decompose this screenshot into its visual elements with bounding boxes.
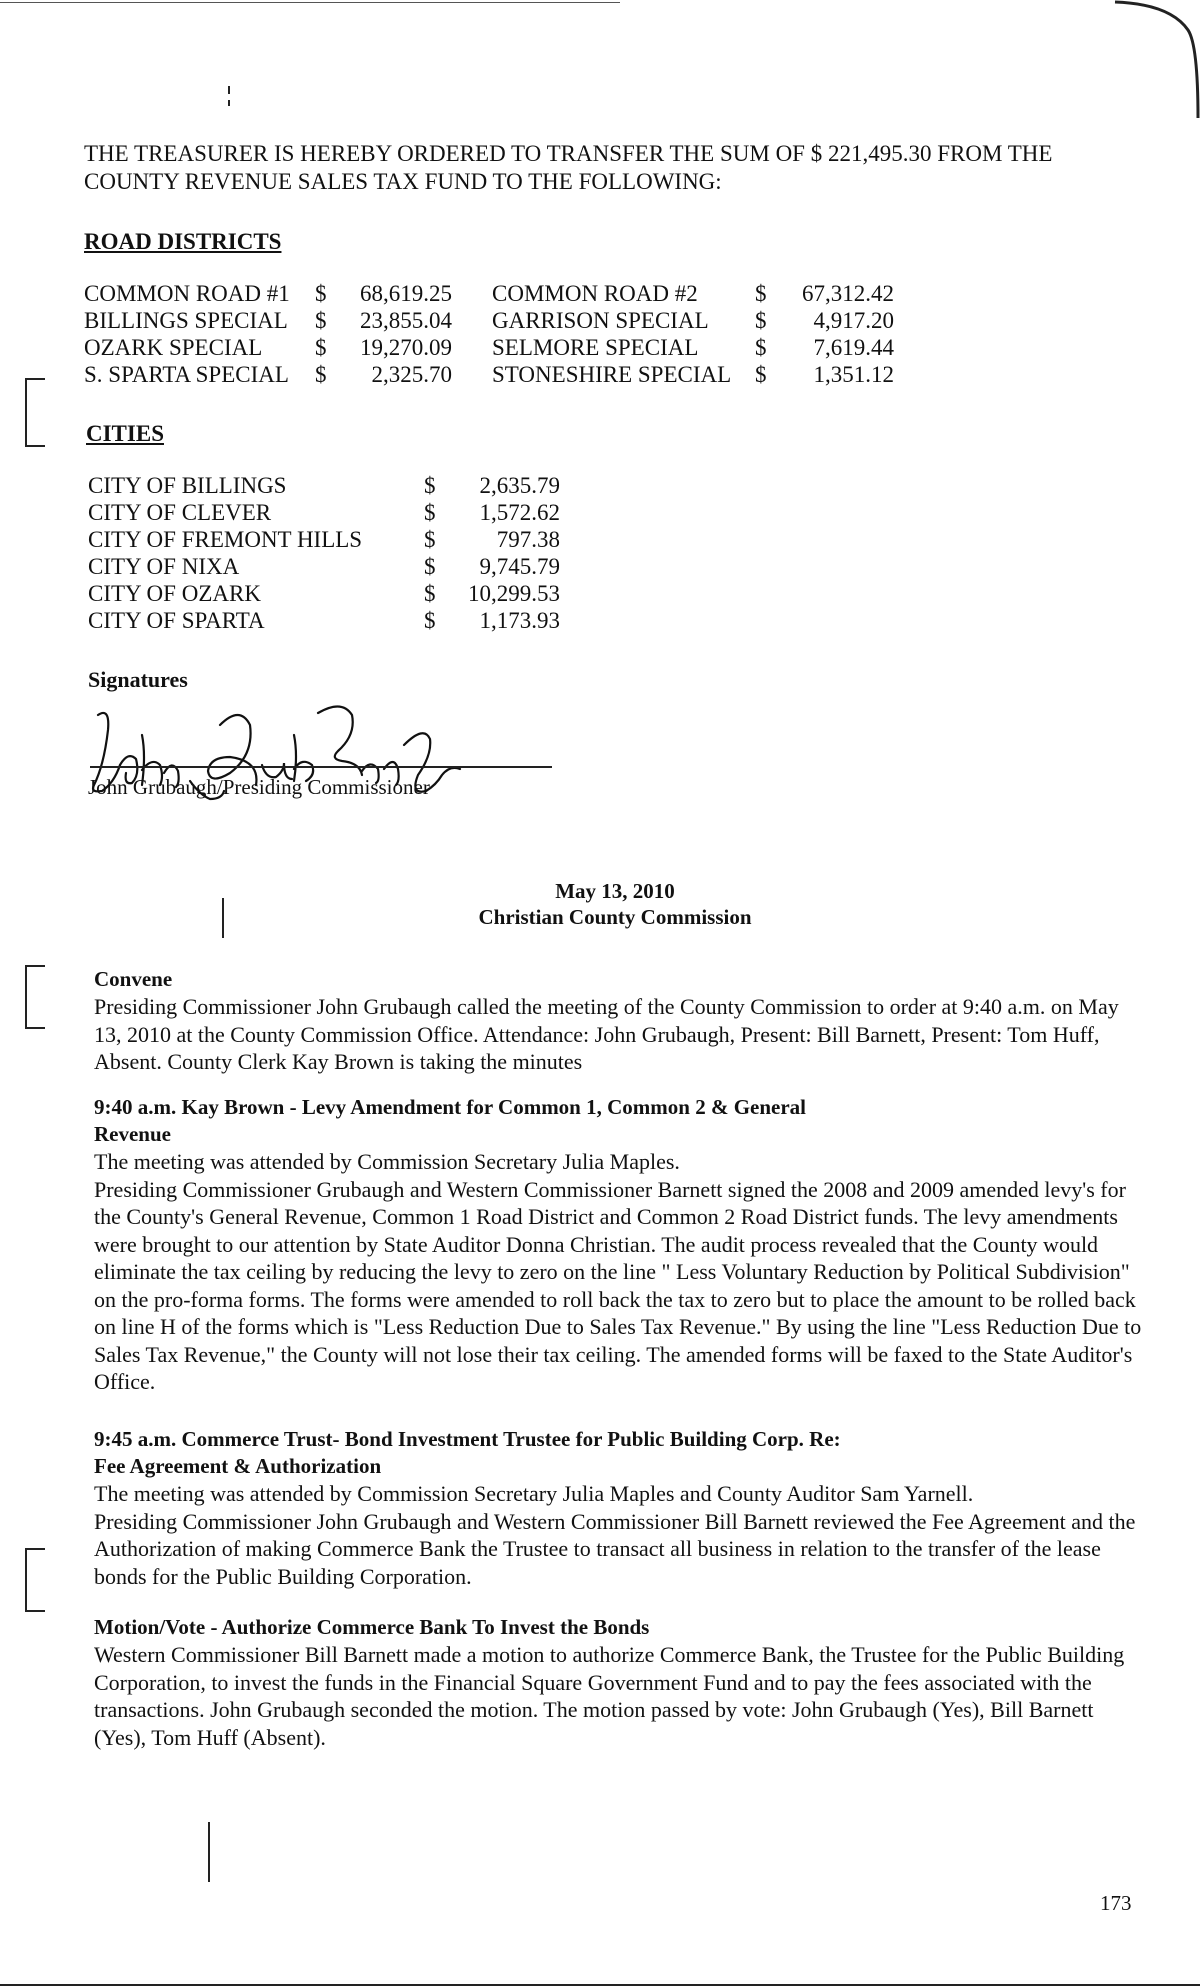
road-district-name: STONESHIRE SPECIAL — [492, 362, 732, 387]
minutes-body-title: Christian County Commission — [478, 905, 752, 929]
city-amount: 9,745.79 — [479, 554, 560, 579]
page-corner-curl — [1110, 0, 1200, 120]
dollar-sign: $ — [315, 308, 327, 333]
signature-line — [90, 766, 552, 768]
stray-mark — [228, 100, 230, 106]
road-district-name: OZARK SPECIAL — [84, 335, 263, 360]
road-district-name: COMMON ROAD #2 — [492, 281, 698, 306]
section-paragraph: The meeting was attended by Commission Secretary Julia Maples and County Auditor Sam Yarnell. — [94, 1481, 974, 1506]
section-paragraph: Presiding Commissioner John Grubaugh called the meeting of the County Commission to order at 9:40 a.m. on May 13, 2010 at the County Commission Office. Attendance: John Grubaugh, Present: Bill Barnett, Present: Tom Huff, Absent. County Clerk Kay Brown is taking the minutes — [94, 994, 1119, 1074]
road-districts-heading: ROAD DISTRICTS — [84, 229, 282, 254]
minutes-section-motion-vote — [94, 1614, 1144, 1751]
dollar-sign: $ — [424, 581, 436, 606]
minutes-date: May 13, 2010 — [555, 879, 675, 903]
road-district-name: BILLINGS SPECIAL — [84, 308, 288, 333]
section-title: Motion/Vote - Authorize Commerce Bank To Invest the Bonds — [94, 1615, 650, 1639]
dollar-sign: $ — [424, 500, 436, 525]
section-paragraph: Presiding Commissioner Grubaugh and Western Commissioner Barnett signed the 2008 and 2009 amended levy's for the County's General Revenue, Common 1 Road District and Common 2 Road District funds. The levy amendments were brought to our attention by State Auditor Donna Christian. The audit process revealed that the County would eliminate the tax ceiling by reducing the levy to zero on the line " Less Voluntary Reduction by Political Subdivision" on the pro-forma forms. The forms were amended to roll back the tax to zero but to place the amount to be rolled back on line H of the forms which is "Less Reduction Due to Sales Tax Revenue." By using the line "Less Reduction Due to Sales Tax Revenue," the County will not lose their tax ceiling. The amended forms will be faxed to the State Auditor's Office. — [94, 1176, 1142, 1394]
section-paragraph: Presiding Commissioner John Grubaugh and Western Commissioner Bill Barnett reviewed the Fee Agreement and the Authorization of making Commerce Bank the Trustee to transact all business in relation to the transfer of the lease bonds for the Public Building Corporation. — [94, 1508, 1136, 1589]
margin-bracket — [25, 965, 45, 1029]
page-number: 173 — [1100, 1891, 1132, 1915]
city-name: CITY OF FREMONT HILLS — [88, 527, 363, 552]
dollar-sign: $ — [315, 281, 327, 306]
margin-bracket — [25, 378, 45, 447]
dollar-sign: $ — [755, 362, 767, 387]
dollar-sign: $ — [315, 362, 327, 387]
road-district-name: GARRISON SPECIAL — [492, 308, 709, 333]
dollar-sign: $ — [755, 335, 767, 360]
road-district-amount: 23,855.04 — [360, 308, 452, 333]
cities-heading: CITIES — [86, 421, 164, 446]
stray-mark — [228, 86, 230, 94]
minutes-section-levy — [94, 1094, 1144, 1396]
top-edge-line — [0, 2, 620, 3]
dollar-sign: $ — [424, 527, 436, 552]
road-district-amount: 67,312.42 — [802, 281, 894, 306]
road-district-amount: 1,351.12 — [813, 362, 894, 387]
city-amount: 797.38 — [496, 527, 560, 552]
road-district-amount: 7,619.44 — [813, 335, 894, 360]
city-amount: 1,173.93 — [479, 608, 560, 633]
transfer-order-text: THE TREASURER IS HEREBY ORDERED TO TRANSFER THE SUM OF $ 221,495.30 FROM THE COUNTY REVENUE SALES TAX FUND TO THE FOLLOWING: — [84, 141, 1053, 194]
bottom-edge-line — [0, 1984, 1200, 1986]
dollar-sign: $ — [424, 473, 436, 498]
city-name: CITY OF OZARK — [88, 581, 261, 606]
road-district-amount: 19,270.09 — [360, 335, 452, 360]
section-paragraph: The meeting was attended by Commission Secretary Julia Maples. — [94, 1149, 680, 1174]
dollar-sign: $ — [755, 308, 767, 333]
dollar-sign: $ — [424, 554, 436, 579]
city-name: CITY OF BILLINGS — [88, 473, 287, 498]
margin-bracket — [25, 1548, 45, 1612]
section-title: Revenue — [94, 1122, 171, 1146]
city-name: CITY OF CLEVER — [88, 500, 272, 525]
minutes-section-convene — [94, 966, 1144, 1076]
road-district-name: SELMORE SPECIAL — [492, 335, 699, 360]
dollar-sign: $ — [755, 281, 767, 306]
section-paragraph: Western Commissioner Bill Barnett made a motion to authorize Commerce Bank, the Trustee for the Public Building Corporation, to invest the funds in the Financial Square Government Fund and to pay the fees associated with the transactions. John Grubaugh seconded the motion. The motion passed by vote: John Grubaugh (Yes), Bill Barnett (Yes), Tom Huff (Absent). — [94, 1642, 1125, 1750]
section-title: 9:40 a.m. Kay Brown - Levy Amendment for Common 1, Common 2 & General — [94, 1095, 807, 1119]
city-amount: 10,299.53 — [468, 581, 560, 606]
road-district-amount: 68,619.25 — [360, 281, 452, 306]
dollar-sign: $ — [424, 608, 436, 633]
section-title: Fee Agreement & Authorization — [94, 1454, 382, 1478]
road-district-name: S. SPARTA SPECIAL — [84, 362, 289, 387]
city-amount: 2,635.79 — [479, 473, 560, 498]
section-title: 9:45 a.m. Commerce Trust- Bond Investment Trustee for Public Building Corp. Re: — [94, 1427, 841, 1451]
dollar-sign: $ — [315, 335, 327, 360]
signatures-heading: Signatures — [88, 667, 188, 692]
road-district-amount: 2,325.70 — [371, 362, 452, 387]
city-name: CITY OF SPARTA — [88, 608, 265, 633]
road-district-name: COMMON ROAD #1 — [84, 281, 290, 306]
road-district-amount: 4,917.20 — [813, 308, 894, 333]
city-name: CITY OF NIXA — [88, 554, 240, 579]
stray-mark — [208, 1822, 210, 1882]
section-title: Convene — [94, 967, 173, 991]
signer-caption: John Grubaugh/Presiding Commissioner — [88, 775, 430, 799]
city-amount: 1,572.62 — [479, 500, 560, 525]
minutes-section-commerce-trust — [94, 1426, 1144, 1590]
